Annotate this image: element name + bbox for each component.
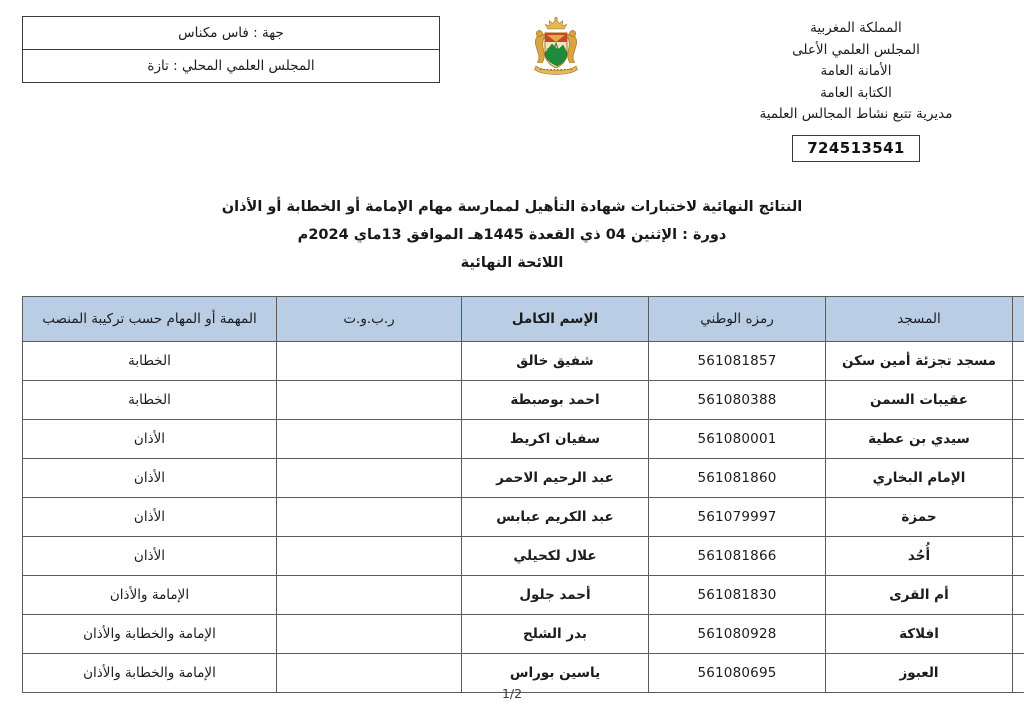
cell-code: 561080928: [649, 615, 826, 654]
cell-code: 561080695: [649, 654, 826, 693]
column-header-task: المهمة أو المهام حسب تركيبة المنصب: [23, 297, 277, 342]
cell-rbot: [277, 537, 462, 576]
reference-number-box: 724513541: [792, 135, 920, 162]
cell-code: 561079997: [649, 498, 826, 537]
ministry-line-4: الكتابة العامة: [820, 84, 892, 101]
results-table: [22, 296, 1024, 693]
cell-code: 561080001: [649, 420, 826, 459]
cell-code: 561081857: [649, 342, 826, 381]
cell-name: شفيق خالق: [462, 342, 649, 381]
cell-rbot: [277, 498, 462, 537]
cell-task: الإمامة والخطابة والأذان: [23, 615, 277, 654]
cell-rbot: [277, 576, 462, 615]
cell-name: عبد الرحيم الاحمر: [462, 459, 649, 498]
column-header-full-name: الإسم الكامل: [462, 297, 649, 342]
document-titles: [0, 193, 1024, 277]
cell-code: 561081830: [649, 576, 826, 615]
cell-index: [1013, 576, 1024, 615]
cell-index: [1013, 459, 1024, 498]
cell-task: الأذان: [23, 459, 277, 498]
morocco-coat-of-arms-icon: [528, 16, 584, 84]
cell-task: الخطابة: [23, 381, 277, 420]
table-row: [23, 381, 1024, 420]
cell-task: الإمامة والأذان: [23, 576, 277, 615]
cell-mosque: عقيبات السمن: [826, 381, 1013, 420]
local-council-line: المجلس العلمي المحلي : تازة: [23, 49, 439, 82]
cell-rbot: [277, 459, 462, 498]
table-row: [23, 615, 1024, 654]
table-header-row: [23, 297, 1024, 342]
cell-name: علال لكحيلي: [462, 537, 649, 576]
cell-code: 561081860: [649, 459, 826, 498]
cell-mosque: أم القرى: [826, 576, 1013, 615]
ministry-header: [706, 18, 1006, 162]
cell-rbot: [277, 420, 462, 459]
cell-mosque: سيدي بن عطية: [826, 420, 1013, 459]
cell-code: 561080388: [649, 381, 826, 420]
cell-mosque: أُحُد: [826, 537, 1013, 576]
cell-index: [1013, 615, 1024, 654]
title-line-session: دورة : الإثنين 04 ذي القعدة 1445هـ الموافق 13ماي 2024م: [297, 227, 727, 243]
page-indicator: 1/2: [501, 686, 523, 701]
table-row: [23, 342, 1024, 381]
cell-task: الإمامة والخطابة والأذان: [23, 654, 277, 693]
table-header: [23, 297, 1024, 342]
table-row: [23, 459, 1024, 498]
cell-name: سفيان اكريط: [462, 420, 649, 459]
cell-name: بدر الشلح: [462, 615, 649, 654]
column-header-index: [1013, 297, 1024, 342]
cell-mosque: مسجد تجزئة أمين سكن: [826, 342, 1013, 381]
cell-name: عبد الكريم عبابس: [462, 498, 649, 537]
table-row: [23, 576, 1024, 615]
ministry-line-2: المجلس العلمي الأعلى: [792, 41, 920, 58]
cell-name: ياسين بوراس: [462, 654, 649, 693]
cell-index: [1013, 537, 1024, 576]
cell-task: الأذان: [23, 537, 277, 576]
cell-mosque: حمزة: [826, 498, 1013, 537]
cell-index: [1013, 381, 1024, 420]
column-header-mosque: المسجد: [826, 297, 1013, 342]
ministry-line-5: مديرية تتبع نشاط المجالس العلمية: [759, 106, 953, 122]
cell-code: 561081866: [649, 537, 826, 576]
cell-mosque: الإمام البخاري: [826, 459, 1013, 498]
cell-task: الخطابة: [23, 342, 277, 381]
title-line-list: اللائحة النهائية: [460, 255, 564, 271]
cell-task: الأذان: [23, 498, 277, 537]
table-row: [23, 498, 1024, 537]
table-body: [23, 342, 1024, 693]
cell-name: أحمد جلول: [462, 576, 649, 615]
cell-rbot: [277, 381, 462, 420]
cell-rbot: [277, 342, 462, 381]
table-row: [23, 537, 1024, 576]
title-line-main: النتائج النهائية لاختبارات شهادة التأهيل لممارسة مهام الإمامة أو الخطابة أو الأذان: [221, 199, 803, 215]
region-line: جهة : فاس مكناس: [178, 25, 284, 41]
cell-mosque: افلاكة: [826, 615, 1013, 654]
column-header-rbot: ر.ب.و.ت: [277, 297, 462, 342]
region-council-box: [22, 16, 440, 83]
cell-name: احمد بوصبطة: [462, 381, 649, 420]
ministry-line-3: الأمانة العامة: [820, 63, 892, 79]
cell-index: [1013, 420, 1024, 459]
cell-mosque: العبوز: [826, 654, 1013, 693]
column-header-national-code: رمزه الوطني: [649, 297, 826, 342]
cell-task: الأذان: [23, 420, 277, 459]
table-row: [23, 420, 1024, 459]
cell-index: [1013, 498, 1024, 537]
cell-index: [1013, 342, 1024, 381]
ministry-line-1: المملكة المغربية: [810, 20, 902, 36]
cell-rbot: [277, 615, 462, 654]
